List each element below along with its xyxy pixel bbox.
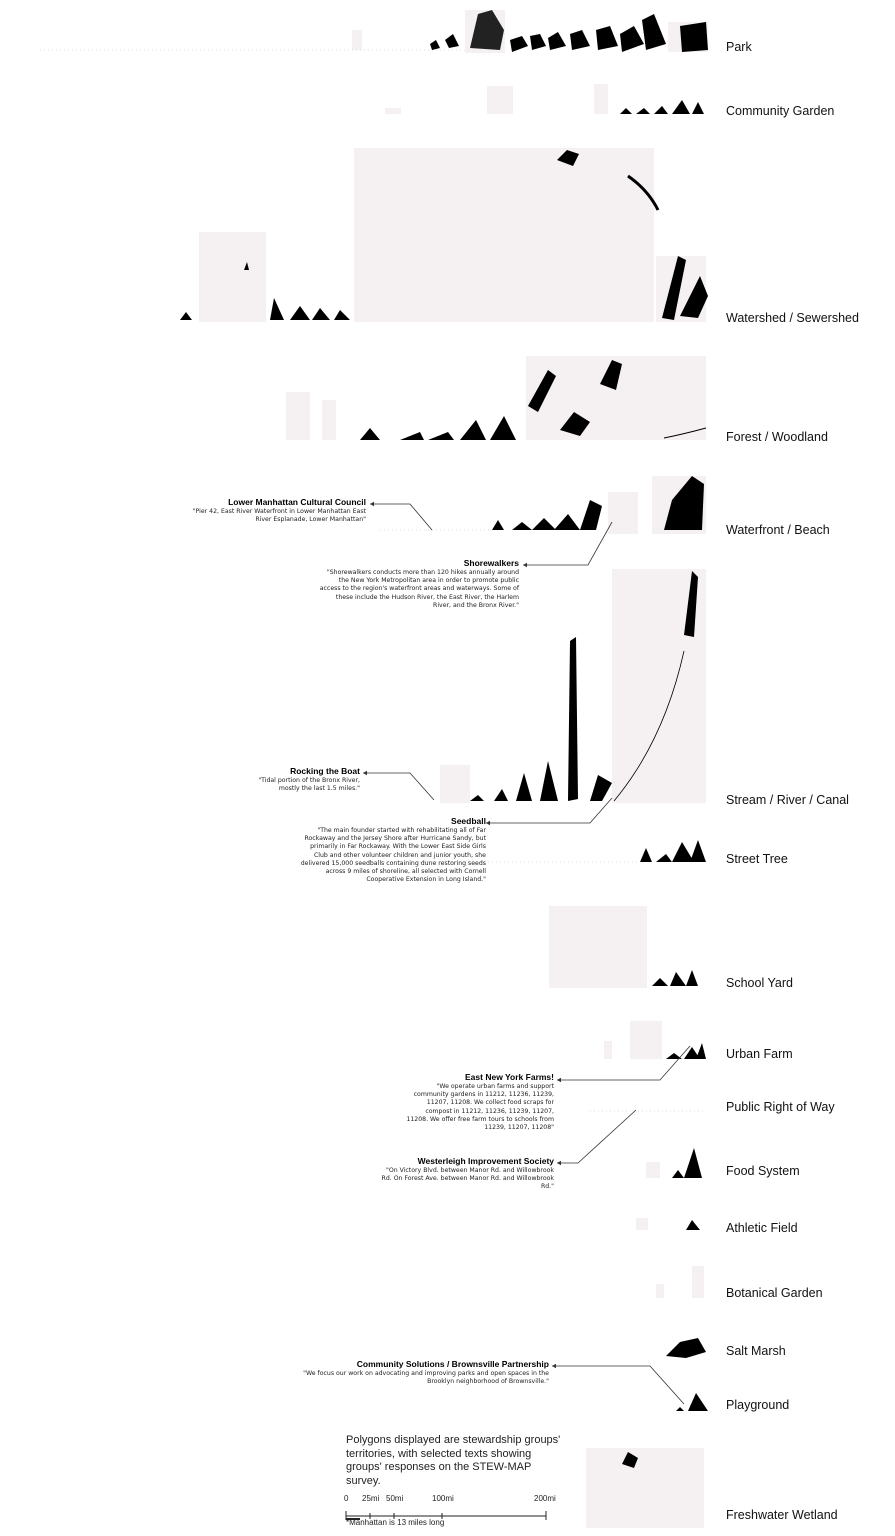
category-label-park: Park bbox=[726, 40, 752, 54]
polygon-strip-athletic-field bbox=[0, 1210, 720, 1240]
row-forest-woodland bbox=[0, 350, 895, 450]
scale-footnote: *Manhattan is 13 miles long bbox=[346, 1518, 445, 1527]
scale-tick-label: 50mi bbox=[386, 1494, 404, 1503]
annotation-east-new-york-farms bbox=[404, 1072, 554, 1132]
annotation-quote: "We focus our work on advocating and improving parks and open spaces in the Brooklyn neighborhood of Brownsville." bbox=[303, 1370, 549, 1386]
annotation-quote: "The main founder started with rehabilitating all of Far Rockaway and the Jersey Shore after Hurricane Sandy, but primarily in Far Rockaway. With the Lower East Side Girls Club and other volunteer children and junior youth, she delivered 15,000 seedballs containing dune restoring seeds across 9 miles of shoreline, all selected with Cornell Cooperative Extension in Long Island." bbox=[300, 827, 486, 884]
category-label-watershed-sewershed: Watershed / Sewershed bbox=[726, 311, 859, 325]
category-label-stream-river-canal: Stream / River / Canal bbox=[726, 793, 849, 807]
annotation-seedball bbox=[298, 816, 486, 884]
annotation-quote: "Pier 42, East River Waterfront in Lower Manhattan East River Esplanade, Lower Manhattan" bbox=[192, 508, 366, 524]
row-waterfront-beach bbox=[0, 470, 895, 540]
annotation-community-solutions-brownsville bbox=[300, 1359, 549, 1386]
polygon-strip-food-system bbox=[0, 1140, 720, 1185]
category-label-urban-farm: Urban Farm bbox=[726, 1047, 793, 1061]
annotation-westerleigh-improvement-society bbox=[380, 1156, 554, 1192]
annotation-title: Rocking the Boat bbox=[290, 766, 360, 776]
annotation-title: East New York Farms! bbox=[465, 1072, 554, 1082]
row-community-garden bbox=[0, 80, 895, 125]
annotation-title: Shorewalkers bbox=[463, 558, 519, 568]
row-urban-farm bbox=[0, 1015, 895, 1065]
polygon-strip-community-garden bbox=[0, 80, 720, 125]
polygon-strip-school-yard bbox=[0, 900, 720, 995]
polygon-strip-urban-farm bbox=[0, 1015, 720, 1065]
category-label-forest-woodland: Forest / Woodland bbox=[726, 430, 828, 444]
category-label-playground: Playground bbox=[726, 1398, 790, 1412]
annotation-rocking-the-boat bbox=[236, 766, 360, 793]
polygon-strip-playground bbox=[0, 1385, 720, 1420]
polygon-strip-forest-woodland bbox=[0, 350, 720, 450]
category-label-freshwater-wetland: Freshwater Wetland bbox=[726, 1508, 838, 1522]
row-park bbox=[0, 0, 895, 70]
row-school-yard bbox=[0, 900, 895, 995]
annotation-quote: "We operate urban farms and support community gardens in 11212, 11236, 11239, 11207, 11208. We collect food scraps for compost in 11212, 11236, 11239, 11207, 11208. We offer free farm tours to schools from 11239, 11207, 11208" bbox=[406, 1083, 554, 1132]
scale-tick-label: 0 bbox=[344, 1494, 349, 1503]
annotation-quote: "Shorewalkers conducts more than 120 hikes annually around the New York Metropolitan area in order to promote public access to the region's waterfront areas and waterways. Some of these include the Hudson River, the East River, the Harlem River, and the Bronx River." bbox=[319, 569, 519, 609]
category-label-community-garden: Community Garden bbox=[726, 104, 835, 118]
category-label-botanical-garden: Botanical Garden bbox=[726, 1286, 823, 1300]
category-label-waterfront-beach: Waterfront / Beach bbox=[726, 523, 830, 537]
scale-tick-label: 25mi bbox=[362, 1494, 380, 1503]
polygon-strip-public-right-of-way bbox=[0, 1095, 720, 1125]
row-botanical-garden bbox=[0, 1260, 895, 1305]
category-label-food-system: Food System bbox=[726, 1164, 800, 1178]
category-label-street-tree: Street Tree bbox=[726, 852, 788, 866]
explanatory-note: Polygons displayed are stewardship groups' territories, with selected texts showing groups' responses on the STEW-MAP survey. bbox=[346, 1434, 561, 1487]
row-playground bbox=[0, 1385, 895, 1420]
row-athletic-field bbox=[0, 1210, 895, 1240]
category-label-school-yard: School Yard bbox=[726, 976, 793, 990]
scale-tick-label: 100mi bbox=[432, 1494, 454, 1503]
annotation-quote: "On Victory Blvd. between Manor Rd. and Willowbrook Rd. On Forest Ave. between Manor Rd. and Willowbrook Rd." bbox=[381, 1167, 554, 1191]
category-label-athletic-field: Athletic Field bbox=[726, 1221, 798, 1235]
annotation-shorewalkers bbox=[318, 558, 519, 610]
scale-tick-label: 200mi bbox=[534, 1494, 556, 1503]
annotation-title: Westerleigh Improvement Society bbox=[417, 1156, 554, 1166]
category-label-salt-marsh: Salt Marsh bbox=[726, 1344, 786, 1358]
annotation-lower-manhattan-cultural-council bbox=[180, 497, 366, 524]
category-label-public-right-of-way: Public Right of Way bbox=[726, 1100, 835, 1114]
annotation-quote: "Tidal portion of the Bronx River, mostly the last 1.5 miles." bbox=[258, 777, 360, 793]
annotation-title: Seedball bbox=[451, 816, 486, 826]
polygon-strip-watershed-sewershed bbox=[0, 140, 720, 330]
annotation-title: Lower Manhattan Cultural Council bbox=[228, 497, 366, 507]
scale-bar bbox=[344, 1494, 564, 1534]
polygon-strip-park bbox=[0, 0, 720, 70]
row-watershed-sewershed bbox=[0, 140, 895, 330]
polygon-strip-botanical-garden bbox=[0, 1260, 720, 1305]
annotation-title: Community Solutions / Brownsville Partnership bbox=[356, 1359, 549, 1369]
